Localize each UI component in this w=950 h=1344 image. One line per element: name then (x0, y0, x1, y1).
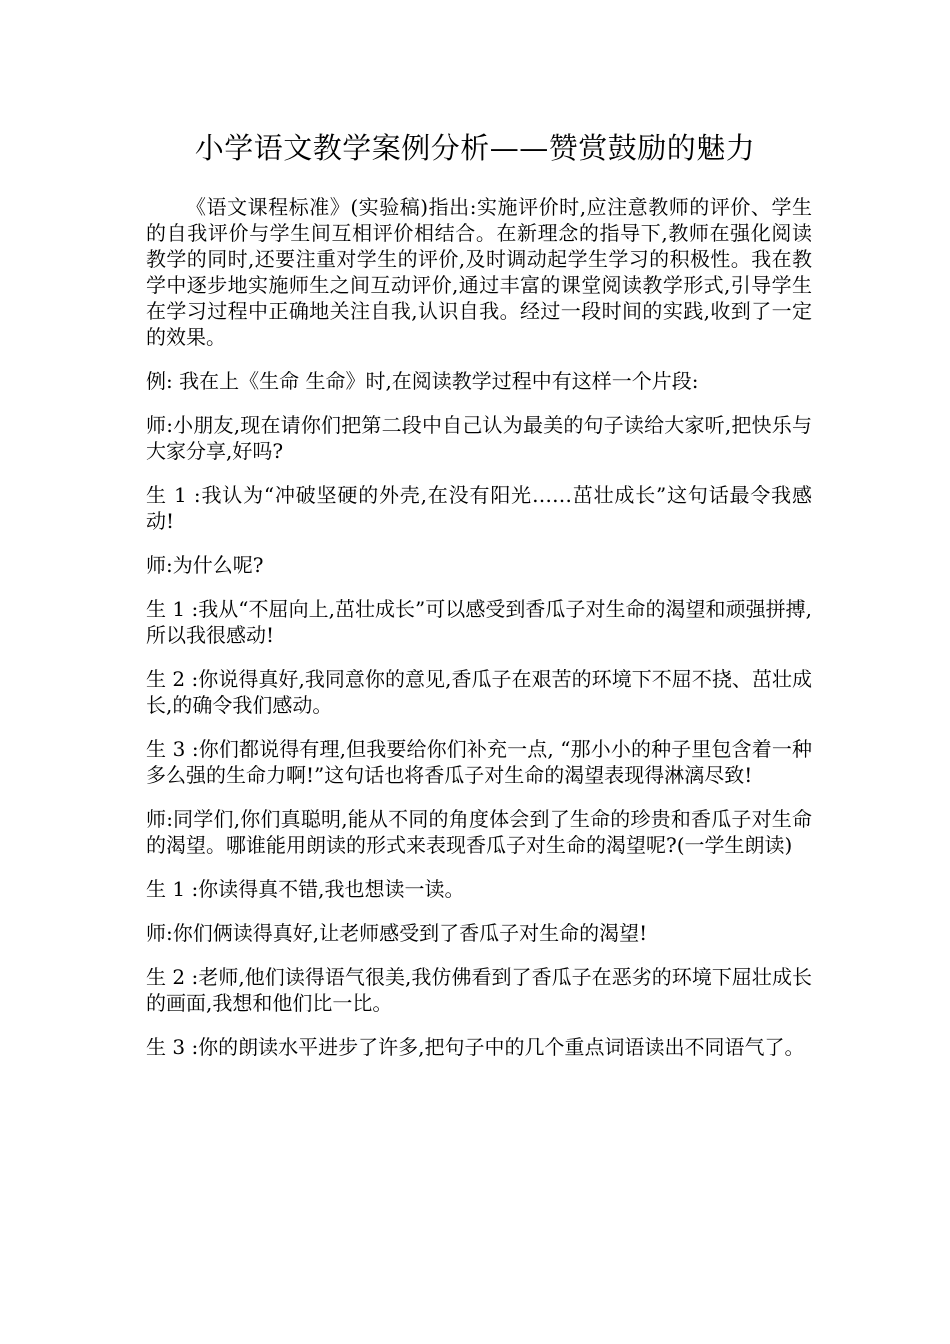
dialogue-line: 师:同学们,你们真聪明,能从不同的角度体会到了生命的珍贵和香瓜子对生命的渴望。哪谁能用朗读的形式来表现香瓜子对生命的渴望呢?(一学生朗读) (146, 807, 812, 857)
intro-paragraph: 《语文课程标准》(实验稿)指出:实施评价时,应注意教师的评价、学生的自我评价与学生间互相评价相结合。在新理念的指导下,教师在强化阅读教学的同时,还要注重对学生的评价,及时调动起学生学习的积极性。我在教学中逐步地实施师生之间互动评价,通过丰富的课堂阅读教学形式,引导学生在学习过程中正确地关注自我,认识自我。经过一段时间的实践,收到了一定的效果。 (146, 195, 812, 349)
example-intro: 例: 我在上《生命 生命》时,在阅读教学过程中有这样一个片段: (146, 369, 699, 393)
dialogue-line: 生 3 :你的朗读水平进步了许多,把句子中的几个重点词语读出不同语气了。 (146, 1035, 805, 1059)
dialogue-line: 生 2 :老师,他们读得语气很美,我仿佛看到了香瓜子在恶劣的环境下屈壮成长的画面,我想和他们比一比。 (146, 965, 812, 1015)
dialogue-line: 师:为什么呢? (146, 553, 264, 577)
dialogue-line: 生 1 :我认为“冲破坚硬的外壳,在没有阳光……茁壮成长”这句话最令我感动! (146, 483, 812, 533)
dialogue-line: 生 1 :你读得真不错,我也想读一读。 (146, 877, 465, 901)
dialogue-line: 生 1 :我从“不屈向上,茁壮成长”可以感受到香瓜子对生命的渴望和顽强拼搏,所以我很感动! (146, 597, 812, 647)
dialogue-line: 师:小朋友,现在请你们把第二段中自己认为最美的句子读给大家听,把快乐与大家分享,好吗? (146, 413, 812, 463)
dialogue-line: 生 3 :你们都说得有理,但我要给你们补充一点, “那小小的种子里包含着一种多么强的生命力啊!”这句话也将香瓜子对生命的渴望表现得淋漓尽致! (146, 737, 812, 787)
document-body (146, 194, 812, 1060)
dialogue-line: 师:你们俩读得真好,让老师感受到了香瓜子对生命的渴望! (146, 921, 648, 945)
dialogue-line: 生 2 :你说得真好,我同意你的意见,香瓜子在艰苦的环境下不屈不挠、茁壮成长,的确令我们感动。 (146, 667, 812, 717)
page-title: 小学语文教学案例分析——赞赏鼓励的魅力 (194, 131, 756, 165)
